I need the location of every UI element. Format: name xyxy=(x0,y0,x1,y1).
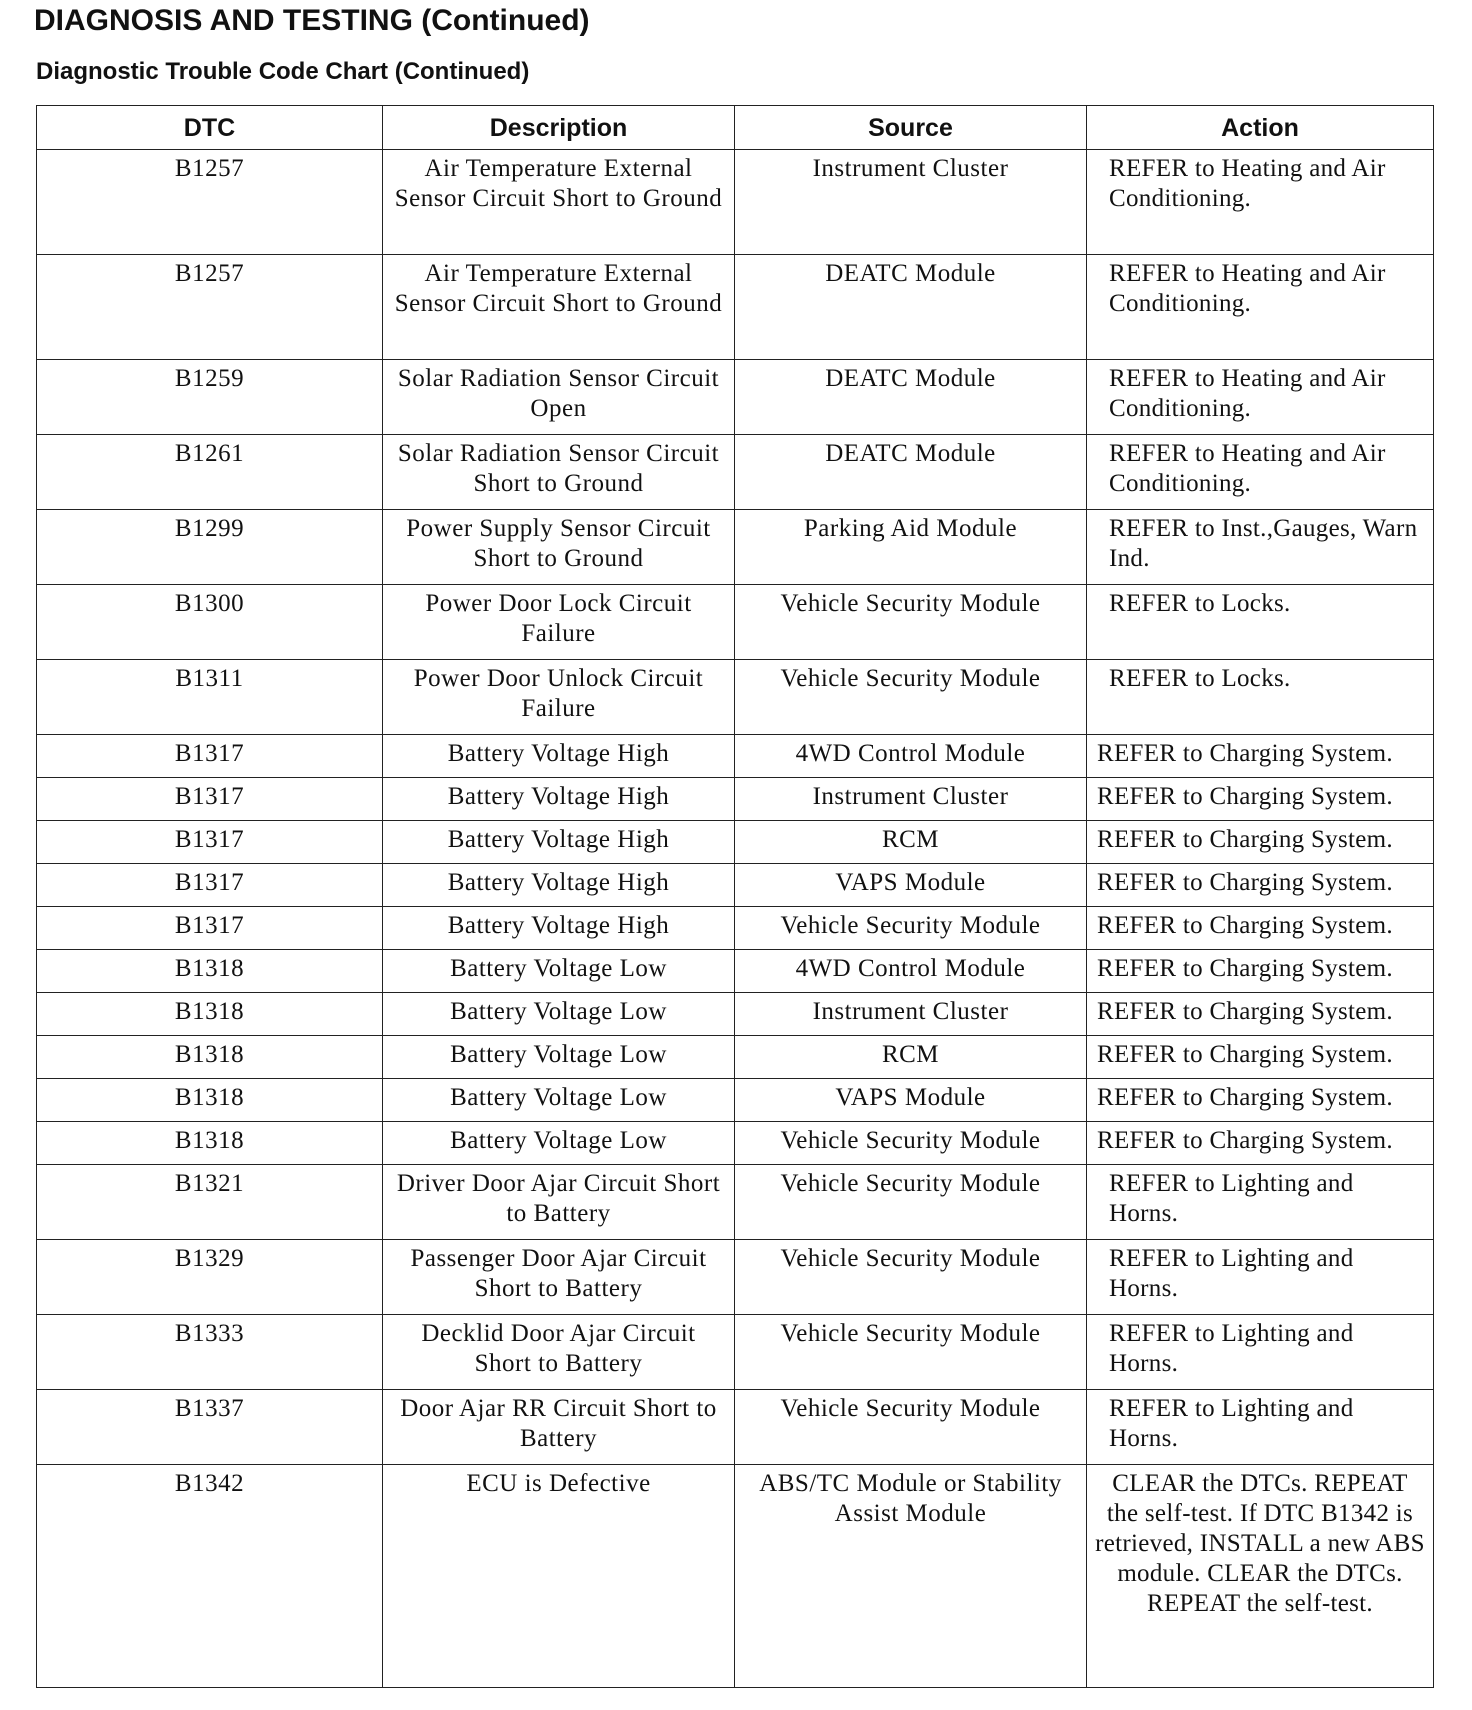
table-row xyxy=(37,1465,1434,1688)
source-cell: Vehicle Security Module xyxy=(735,1122,1087,1165)
table-row xyxy=(37,1036,1434,1079)
description-cell: Solar Radiation Sensor Circuit Short to Ground xyxy=(383,435,735,510)
source-cell: DEATC Module xyxy=(735,255,1087,360)
dtc-cell: B1342 xyxy=(37,1465,383,1688)
page-title: DIAGNOSIS AND TESTING (Continued) xyxy=(34,4,590,37)
action-cell: REFER to Heating and Air Conditioning. xyxy=(1087,150,1434,255)
action-cell: REFER to Lighting and Horns. xyxy=(1087,1165,1434,1240)
source-cell: Vehicle Security Module xyxy=(735,907,1087,950)
action-cell: REFER to Locks. xyxy=(1087,585,1434,660)
source-cell: RCM xyxy=(735,821,1087,864)
table-header-row xyxy=(37,106,1434,150)
table-row xyxy=(37,1079,1434,1122)
table-row xyxy=(37,1390,1434,1465)
source-cell: RCM xyxy=(735,1036,1087,1079)
table-row xyxy=(37,907,1434,950)
dtc-cell: B1259 xyxy=(37,360,383,435)
dtc-cell: B1318 xyxy=(37,1036,383,1079)
table-row xyxy=(37,1315,1434,1390)
source-cell: DEATC Module xyxy=(735,435,1087,510)
dtc-cell: B1318 xyxy=(37,950,383,993)
dtc-chart-table xyxy=(36,105,1434,1688)
action-cell: REFER to Lighting and Horns. xyxy=(1087,1315,1434,1390)
table-row xyxy=(37,1122,1434,1165)
column-header-source: Source xyxy=(735,106,1087,150)
action-cell: REFER to Charging System. xyxy=(1087,778,1434,821)
source-cell: Vehicle Security Module xyxy=(735,1315,1087,1390)
description-cell: Battery Voltage High xyxy=(383,864,735,907)
source-cell: Vehicle Security Module xyxy=(735,660,1087,735)
source-cell: Vehicle Security Module xyxy=(735,585,1087,660)
description-cell: Power Door Lock Circuit Failure xyxy=(383,585,735,660)
description-cell: Battery Voltage High xyxy=(383,735,735,778)
source-cell: VAPS Module xyxy=(735,864,1087,907)
description-cell: Battery Voltage Low xyxy=(383,1036,735,1079)
description-cell: Driver Door Ajar Circuit Short to Battery xyxy=(383,1165,735,1240)
action-cell: REFER to Charging System. xyxy=(1087,993,1434,1036)
table-row xyxy=(37,778,1434,821)
table-row xyxy=(37,360,1434,435)
description-cell: Battery Voltage Low xyxy=(383,1122,735,1165)
description-cell: Battery Voltage High xyxy=(383,907,735,950)
source-cell: ABS/TC Module or Stability Assist Module xyxy=(735,1465,1087,1688)
table-row xyxy=(37,435,1434,510)
description-cell: Battery Voltage High xyxy=(383,821,735,864)
source-cell: Vehicle Security Module xyxy=(735,1240,1087,1315)
table-row xyxy=(37,993,1434,1036)
action-cell: REFER to Inst.,Gauges, Warn Ind. xyxy=(1087,510,1434,585)
description-cell: Power Supply Sensor Circuit Short to Ground xyxy=(383,510,735,585)
action-cell: REFER to Charging System. xyxy=(1087,821,1434,864)
dtc-cell: B1321 xyxy=(37,1165,383,1240)
table-row xyxy=(37,660,1434,735)
description-cell: Air Temperature External Sensor Circuit Short to Ground xyxy=(383,150,735,255)
source-cell: VAPS Module xyxy=(735,1079,1087,1122)
source-cell: 4WD Control Module xyxy=(735,735,1087,778)
action-cell: REFER to Heating and Air Conditioning. xyxy=(1087,360,1434,435)
description-cell: Passenger Door Ajar Circuit Short to Battery xyxy=(383,1240,735,1315)
dtc-cell: B1311 xyxy=(37,660,383,735)
action-cell: REFER to Heating and Air Conditioning. xyxy=(1087,255,1434,360)
source-cell: Instrument Cluster xyxy=(735,778,1087,821)
table-row xyxy=(37,950,1434,993)
dtc-cell: B1318 xyxy=(37,1122,383,1165)
dtc-cell: B1257 xyxy=(37,150,383,255)
dtc-cell: B1300 xyxy=(37,585,383,660)
dtc-cell: B1337 xyxy=(37,1390,383,1465)
source-cell: DEATC Module xyxy=(735,360,1087,435)
action-cell: REFER to Charging System. xyxy=(1087,735,1434,778)
table-row xyxy=(37,735,1434,778)
action-cell: CLEAR the DTCs. REPEAT the self-test. If DTC B1342 is retrieved, INSTALL a new ABS module. CLEAR the DTCs. REPEAT the self-test. xyxy=(1087,1465,1434,1688)
table-row xyxy=(37,585,1434,660)
description-cell: Battery Voltage Low xyxy=(383,1079,735,1122)
description-cell: Door Ajar RR Circuit Short to Battery xyxy=(383,1390,735,1465)
table-row xyxy=(37,864,1434,907)
action-cell: REFER to Charging System. xyxy=(1087,864,1434,907)
description-cell: Solar Radiation Sensor Circuit Open xyxy=(383,360,735,435)
description-cell: Battery Voltage Low xyxy=(383,993,735,1036)
dtc-cell: B1318 xyxy=(37,993,383,1036)
source-cell: 4WD Control Module xyxy=(735,950,1087,993)
source-cell: Vehicle Security Module xyxy=(735,1390,1087,1465)
action-cell: REFER to Charging System. xyxy=(1087,1122,1434,1165)
source-cell: Parking Aid Module xyxy=(735,510,1087,585)
table-row xyxy=(37,255,1434,360)
description-cell: Battery Voltage Low xyxy=(383,950,735,993)
table-row xyxy=(37,1240,1434,1315)
description-cell: Battery Voltage High xyxy=(383,778,735,821)
table-row xyxy=(37,510,1434,585)
dtc-cell: B1317 xyxy=(37,821,383,864)
dtc-cell: B1317 xyxy=(37,735,383,778)
dtc-cell: B1317 xyxy=(37,778,383,821)
dtc-cell: B1257 xyxy=(37,255,383,360)
source-cell: Instrument Cluster xyxy=(735,993,1087,1036)
description-cell: Air Temperature External Sensor Circuit Short to Ground xyxy=(383,255,735,360)
action-cell: REFER to Charging System. xyxy=(1087,1079,1434,1122)
column-header-dtc: DTC xyxy=(37,106,383,150)
dtc-cell: B1333 xyxy=(37,1315,383,1390)
column-header-action: Action xyxy=(1087,106,1434,150)
action-cell: REFER to Charging System. xyxy=(1087,950,1434,993)
source-cell: Vehicle Security Module xyxy=(735,1165,1087,1240)
table-row xyxy=(37,821,1434,864)
section-title: Diagnostic Trouble Code Chart (Continued) xyxy=(36,58,530,85)
description-cell: Power Door Unlock Circuit Failure xyxy=(383,660,735,735)
dtc-cell: B1317 xyxy=(37,864,383,907)
action-cell: REFER to Lighting and Horns. xyxy=(1087,1240,1434,1315)
table-row xyxy=(37,1165,1434,1240)
dtc-cell: B1318 xyxy=(37,1079,383,1122)
table-row xyxy=(37,150,1434,255)
description-cell: ECU is Defective xyxy=(383,1465,735,1688)
action-cell: REFER to Lighting and Horns. xyxy=(1087,1390,1434,1465)
action-cell: REFER to Charging System. xyxy=(1087,907,1434,950)
source-cell: Instrument Cluster xyxy=(735,150,1087,255)
dtc-cell: B1329 xyxy=(37,1240,383,1315)
column-header-description: Description xyxy=(383,106,735,150)
action-cell: REFER to Charging System. xyxy=(1087,1036,1434,1079)
description-cell: Decklid Door Ajar Circuit Short to Battery xyxy=(383,1315,735,1390)
dtc-cell: B1317 xyxy=(37,907,383,950)
action-cell: REFER to Locks. xyxy=(1087,660,1434,735)
dtc-cell: B1299 xyxy=(37,510,383,585)
dtc-cell: B1261 xyxy=(37,435,383,510)
action-cell: REFER to Heating and Air Conditioning. xyxy=(1087,435,1434,510)
